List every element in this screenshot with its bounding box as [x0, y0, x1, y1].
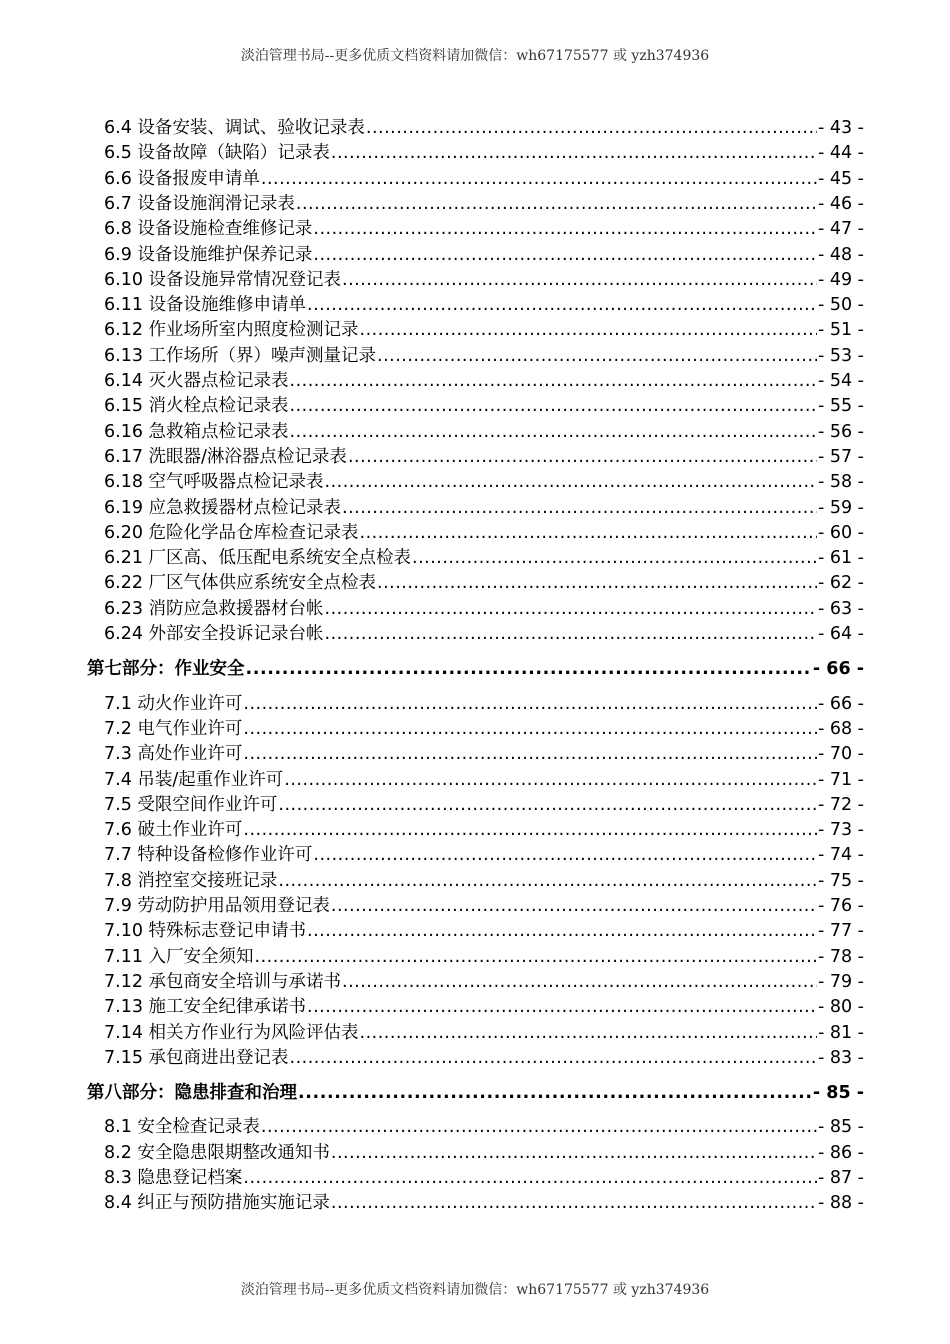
toc-page-number: - 47 -	[817, 219, 864, 240]
toc-entry[interactable]	[104, 597, 864, 621]
toc-entry-title: 8.1 安全检查记录表	[104, 1117, 260, 1138]
toc-entry[interactable]	[104, 1115, 864, 1139]
toc-page-number: - 87 -	[817, 1168, 864, 1188]
toc-entry-title: 第八部分：隐患排查和治理	[87, 1082, 297, 1103]
toc-entry-title: 6.22 厂区气体供应系统安全点检表	[104, 573, 377, 594]
toc-dot-leader	[290, 394, 817, 418]
toc-dot-leader	[325, 622, 817, 646]
toc-entry[interactable]	[104, 445, 864, 469]
toc-entry-title: 6.19 应急救援器材点检记录表	[104, 497, 342, 518]
toc-entry-title: 7.2 电气作业许可	[104, 718, 243, 739]
toc-dot-leader	[307, 919, 817, 943]
toc-entry-title: 7.5 受限空间作业许可	[104, 794, 278, 815]
toc-dot-leader	[331, 141, 817, 165]
toc-entry-title: 6.9 设备设施维护保养记录	[104, 244, 313, 265]
toc-entry-title: 6.5 设备故障（缺陷）记录表	[104, 143, 330, 164]
toc-page-number: - 53 -	[817, 345, 864, 366]
toc-page-number: - 44 -	[817, 143, 864, 164]
toc-entry[interactable]	[104, 521, 864, 545]
toc-dot-leader	[313, 843, 817, 867]
toc-entry[interactable]	[104, 192, 864, 216]
toc-dot-leader	[243, 692, 817, 716]
toc-page-number: - 45 -	[817, 168, 864, 189]
toc-dot-leader	[342, 496, 817, 520]
toc-entry[interactable]	[104, 692, 864, 716]
toc-page-number: - 60 -	[817, 522, 864, 543]
toc-entry[interactable]	[104, 268, 864, 292]
toc-entry[interactable]	[104, 571, 864, 595]
toc-entry-title: 6.15 消火栓点检记录表	[104, 396, 289, 417]
toc-dot-leader	[290, 420, 817, 444]
toc-page-number: - 59 -	[817, 497, 864, 518]
toc-page-number: - 86 -	[817, 1142, 864, 1163]
toc-dot-leader	[290, 1046, 817, 1070]
toc-entry-title: 6.6 设备报废申请单	[104, 168, 260, 189]
toc-page-number: - 81 -	[817, 1022, 864, 1043]
toc-page-number: - 54 -	[817, 371, 864, 391]
toc-page-number: - 75 -	[817, 870, 864, 891]
toc-entry[interactable]	[104, 1166, 864, 1190]
toc-entry-title: 6.11 设备设施维修申请单	[104, 295, 307, 316]
toc-page-number: - 66 -	[817, 693, 864, 714]
toc-entry[interactable]	[104, 1191, 864, 1215]
toc-dot-leader	[307, 293, 817, 317]
toc-dot-leader	[366, 116, 817, 140]
toc-entry[interactable]	[104, 843, 864, 867]
toc-entry-title: 7.13 施工安全纪律承诺书	[104, 997, 307, 1018]
toc-dot-leader	[246, 656, 812, 682]
toc-entry[interactable]	[104, 945, 864, 969]
toc-entry-title: 6.13 工作场所（界）噪声测量记录	[104, 345, 377, 366]
toc-dot-leader	[360, 521, 817, 545]
toc-dot-leader	[360, 1021, 817, 1045]
toc-entry[interactable]	[104, 141, 864, 165]
toc-entry-title: 7.9 劳动防护用品领用登记表	[104, 896, 330, 916]
toc-dot-leader	[298, 1080, 812, 1106]
toc-entry[interactable]	[104, 1141, 864, 1165]
toc-dot-leader	[412, 546, 817, 570]
toc-entry-title: 7.10 特殊标志登记申请书	[104, 921, 307, 942]
toc-dot-leader	[278, 793, 817, 817]
toc-dot-leader	[243, 717, 817, 741]
toc-entry[interactable]	[104, 167, 864, 191]
toc-page-number: - 76 -	[817, 896, 864, 916]
toc-entry-title: 6.24 外部安全投诉记录台帐	[104, 624, 324, 644]
toc-entry[interactable]	[104, 768, 864, 792]
toc-entry-title: 6.17 洗眼器/淋浴器点检记录表	[104, 446, 347, 467]
toc-entry-title: 6.21 厂区高、低压配电系统安全点检表	[104, 548, 412, 569]
page-header-note: 淡泊管理书局--更多优质文档资料请加微信：wh67175577 或 yzh374936	[240, 48, 710, 64]
toc-entry-title: 6.7 设备设施润滑记录表	[104, 193, 295, 214]
toc-entry-title: 6.14 灭火器点检记录表	[104, 371, 289, 391]
toc-dot-leader	[360, 318, 817, 342]
toc-entry-title: 6.4 设备安装、调试、验收记录表	[104, 118, 365, 138]
toc-page-number: - 64 -	[817, 624, 864, 644]
toc-entry[interactable]	[104, 394, 864, 418]
toc-entry[interactable]	[104, 217, 864, 241]
toc-page-number: - 68 -	[817, 718, 864, 739]
toc-section-heading[interactable]	[87, 656, 864, 682]
toc-entry-title: 8.4 纠正与预防措施实施记录	[104, 1193, 330, 1214]
toc-page-number: - 58 -	[817, 472, 864, 493]
toc-page-number: - 63 -	[817, 598, 864, 619]
toc-entry-title: 7.3 高处作业许可	[104, 744, 243, 765]
toc-dot-leader	[255, 945, 817, 969]
toc-section-heading[interactable]	[87, 1080, 864, 1106]
toc-dot-leader	[331, 1191, 817, 1215]
toc-dot-leader	[342, 970, 817, 994]
toc-entry[interactable]	[104, 793, 864, 817]
toc-dot-leader	[284, 768, 817, 792]
toc-entry-title: 7.1 动火作业许可	[104, 693, 243, 714]
toc-dot-leader	[325, 597, 817, 621]
toc-entry-title: 6.23 消防应急救援器材台帐	[104, 598, 324, 619]
toc-entry-title: 6.12 作业场所室内照度检测记录	[104, 320, 359, 341]
toc-page-number: - 83 -	[817, 1047, 864, 1068]
toc-entry-title: 8.3 隐患登记档案	[104, 1168, 243, 1188]
toc-page-number: - 56 -	[817, 421, 864, 442]
toc-page-number: - 66 -	[812, 658, 864, 679]
toc-dot-leader	[296, 192, 817, 216]
toc-entry[interactable]	[104, 1021, 864, 1045]
toc-entry-title: 6.18 空气呼吸器点检记录表	[104, 472, 324, 493]
toc-entry[interactable]	[104, 470, 864, 494]
toc-entry-title: 6.8 设备设施检查维修记录	[104, 219, 313, 240]
toc-page-number: - 50 -	[817, 295, 864, 316]
toc-dot-leader	[342, 268, 817, 292]
toc-entry-title: 8.2 安全隐患限期整改通知书	[104, 1142, 330, 1163]
toc-entry[interactable]	[104, 995, 864, 1019]
toc-page-number: - 79 -	[817, 971, 864, 992]
toc-page-number: - 55 -	[817, 396, 864, 417]
toc-dot-leader	[377, 344, 817, 368]
toc-dot-leader	[243, 1166, 817, 1190]
toc-entry[interactable]	[104, 293, 864, 317]
toc-page-number: - 88 -	[817, 1193, 864, 1214]
toc-dot-leader	[331, 894, 817, 918]
toc-entry[interactable]	[104, 344, 864, 368]
toc-entry[interactable]	[104, 622, 864, 646]
toc-entry[interactable]	[104, 496, 864, 520]
toc-entry-title: 7.14 相关方作业行为风险评估表	[104, 1022, 359, 1043]
toc-entry[interactable]	[104, 869, 864, 893]
toc-entry[interactable]	[104, 818, 864, 842]
toc-dot-leader	[325, 470, 817, 494]
toc-page-number: - 78 -	[817, 946, 864, 967]
toc-dot-leader	[307, 995, 817, 1019]
toc-page-number: - 80 -	[817, 997, 864, 1018]
toc-dot-leader	[261, 167, 817, 191]
toc-entry-title: 7.4 吊装/起重作业许可	[104, 769, 284, 790]
toc-entry-title: 7.8 消控室交接班记录	[104, 870, 278, 891]
toc-entry-title: 6.20 危险化学品仓库检查记录表	[104, 522, 359, 543]
toc-entry-title: 7.6 破土作业许可	[104, 820, 243, 841]
toc-page-number: - 48 -	[817, 244, 864, 265]
toc-entry-title: 6.16 急救箱点检记录表	[104, 421, 289, 442]
toc-page-number: - 43 -	[817, 118, 864, 138]
toc-entry[interactable]	[104, 742, 864, 766]
toc-entry[interactable]	[104, 116, 864, 140]
toc-entry[interactable]	[104, 318, 864, 342]
toc-entry[interactable]	[104, 369, 864, 393]
toc-entry-title: 7.7 特种设备检修作业许可	[104, 845, 313, 866]
toc-page-number: - 61 -	[817, 548, 864, 569]
toc-page-number: - 73 -	[817, 820, 864, 841]
toc-dot-leader	[243, 818, 817, 842]
toc-entry[interactable]	[104, 717, 864, 741]
toc-entry-title: 7.12 承包商安全培训与承诺书	[104, 971, 342, 992]
toc-dot-leader	[313, 217, 817, 241]
toc-page-number: - 46 -	[817, 193, 864, 214]
toc-dot-leader	[290, 369, 817, 393]
toc-page-number: - 71 -	[817, 769, 864, 790]
toc-page-number: - 85 -	[817, 1117, 864, 1138]
toc-entry[interactable]	[104, 243, 864, 267]
toc-entry[interactable]	[104, 546, 864, 570]
toc-dot-leader	[331, 1141, 817, 1165]
toc-entry[interactable]	[104, 894, 864, 918]
toc-entry[interactable]	[104, 919, 864, 943]
toc-page-number: - 85 -	[812, 1082, 864, 1103]
toc-dot-leader	[377, 571, 817, 595]
page-footer-note: 淡泊管理书局--更多优质文档资料请加微信：wh67175577 或 yzh374936	[240, 1282, 710, 1298]
toc-entry[interactable]	[104, 1046, 864, 1070]
toc-page-number: - 77 -	[817, 921, 864, 942]
toc-entry[interactable]	[104, 420, 864, 444]
toc-page-number: - 74 -	[817, 845, 864, 866]
toc-page-number: - 70 -	[817, 744, 864, 765]
toc-entry-title: 7.15 承包商进出登记表	[104, 1047, 289, 1068]
toc-page-number: - 51 -	[817, 320, 864, 341]
toc-page-number: - 49 -	[817, 269, 864, 290]
toc-page-number: - 57 -	[817, 446, 864, 467]
toc-dot-leader	[278, 869, 817, 893]
toc-page-number: - 72 -	[817, 794, 864, 815]
toc-entry-title: 第七部分：作业安全	[87, 658, 245, 679]
toc-dot-leader	[313, 243, 817, 267]
toc-dot-leader	[261, 1115, 817, 1139]
toc-entry[interactable]	[104, 970, 864, 994]
toc-dot-leader	[243, 742, 817, 766]
toc-entry-title: 7.11 入厂安全须知	[104, 946, 254, 967]
toc-dot-leader	[348, 445, 817, 469]
toc-entry-title: 6.10 设备设施异常情况登记表	[104, 269, 342, 290]
toc-page-number: - 62 -	[817, 573, 864, 594]
